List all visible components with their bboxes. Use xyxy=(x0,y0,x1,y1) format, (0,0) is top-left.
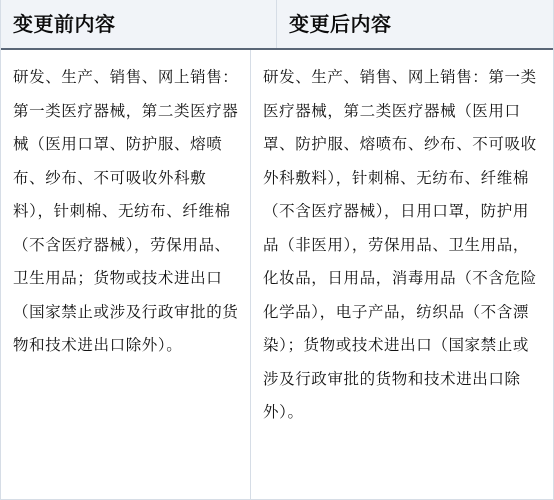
header-before-content: 变更前内容 xyxy=(1,0,277,48)
table-header-row xyxy=(1,0,553,50)
table-row xyxy=(1,50,553,500)
after-content-cell: 研发、生产、销售、网上销售：第一类医疗器械，第二类医疗器械（医用口罩、防护服、熔喷布、纱布、不可吸收外科敷料），针刺棉、无纺布、纤维棉（不含医疗器械），日用口罩，防护用品（非医用），劳保用品、卫生用品，化妆品，日用品，消毒用品（不含危险化学品），电子产品，纺织品（不含漂染）；货物或技术进出口（国家禁止或涉及行政审批的货物和技术进出口除外）。 xyxy=(263,68,537,421)
header-after-content: 变更后内容 xyxy=(289,12,392,36)
before-content-cell: 研发、生产、销售、网上销售：第一类医疗器械，第二类医疗器械（医用口罩、防护服、熔喷布、纱布、不可吸收外科敷料），针刺棉、无纺布、纤维棉（不含医疗器械），劳保用品、卫生用品；货物或技术进出口（国家禁止或涉及行政审批的货物和技术进出口除外）。 xyxy=(1,50,251,500)
